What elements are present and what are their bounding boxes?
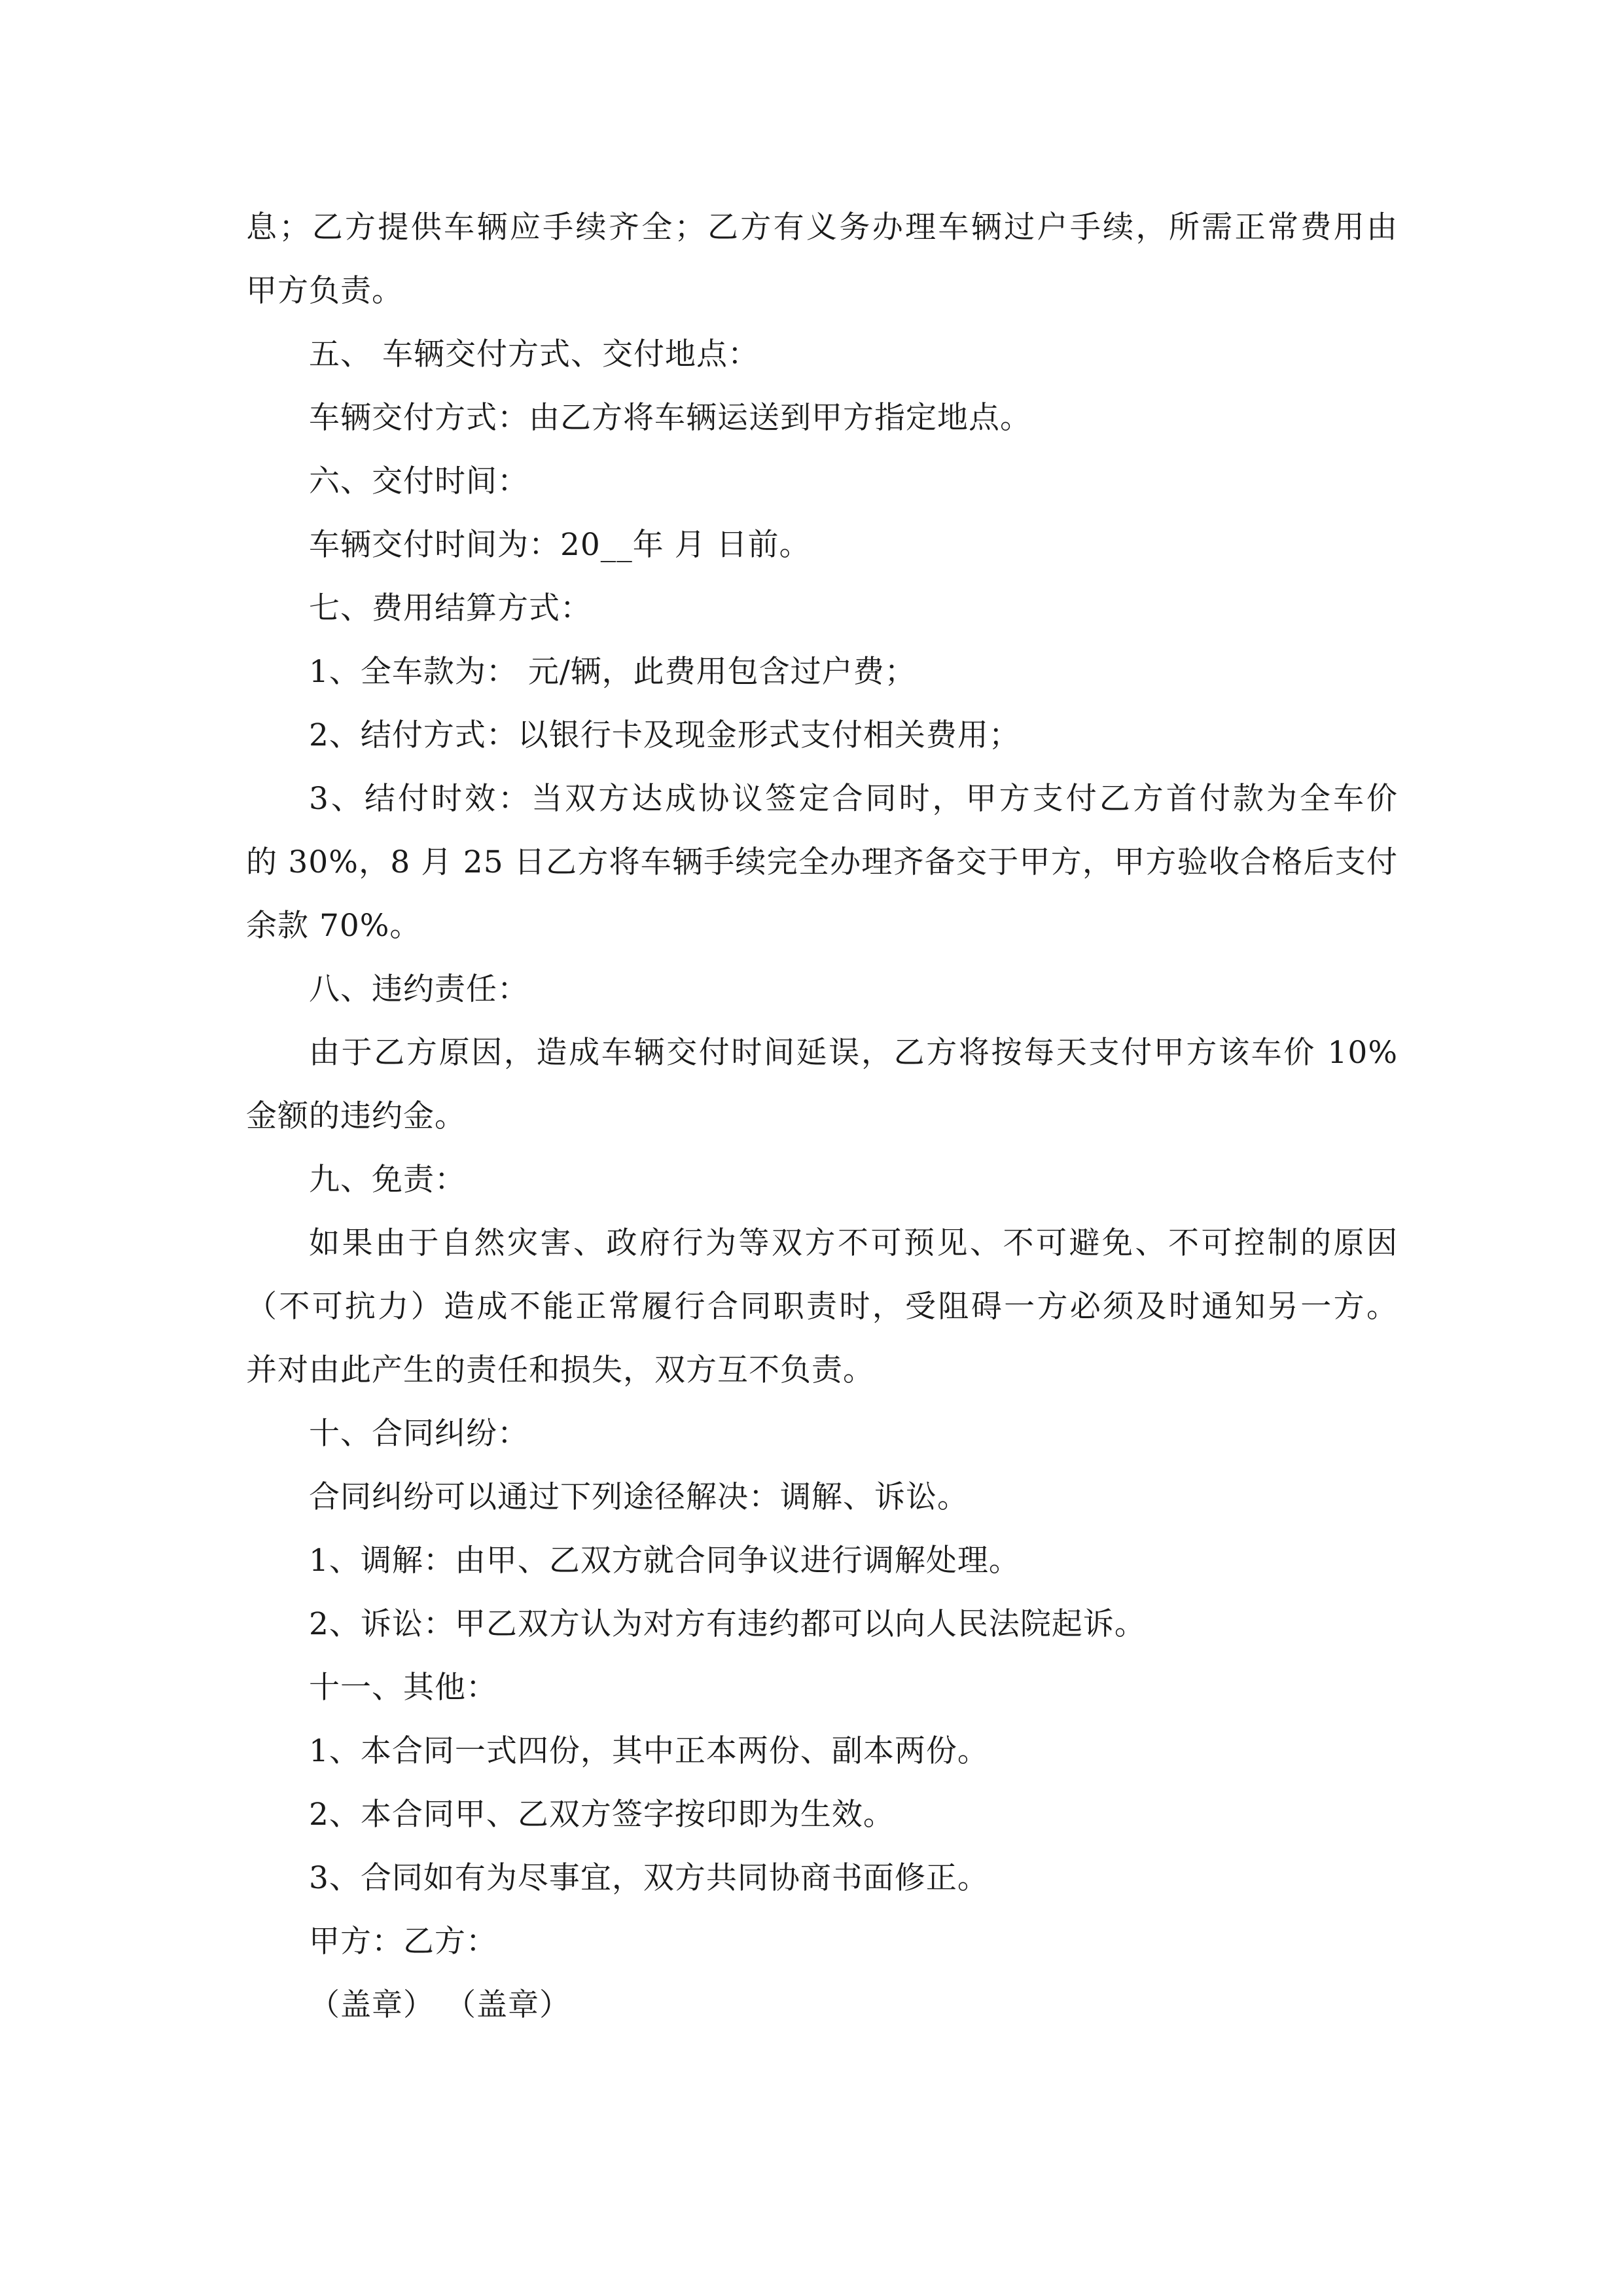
paragraph-line: 息；乙方提供车辆应手续齐全；乙方有义务办理车辆过户手续，所需正常费用由 [246, 209, 1398, 245]
paragraph-line: 的 30%，8 月 25 日乙方将车辆手续完全办理齐备交于甲方，甲方验收合格后支付 [246, 844, 1398, 880]
paragraph-line: 金额的违约金。 [246, 1098, 466, 1134]
paragraph-line: 由于乙方原因，造成车辆交付时间延误，乙方将按每天支付甲方该车价 10% [309, 1035, 1398, 1071]
list-item: 2、结付方式：以银行卡及现金形式支付相关费用； [309, 717, 1020, 753]
paragraph-line: 并对由此产生的责任和损失，双方互不负责。 [246, 1352, 874, 1388]
section-heading: 六、交付时间： [309, 463, 529, 499]
paragraph-line: （不可抗力）造成不能正常履行合同职责时，受阻碍一方必须及时通知另一方。 [246, 1289, 1398, 1325]
list-item: 1、全车款为： 元/辆，此费用包含过户费； [309, 654, 916, 690]
paragraph-line: 车辆交付时间为：20__年 月 日前。 [309, 527, 811, 563]
paragraph-line: 余款 70%。 [246, 908, 421, 944]
paragraph-line: 车辆交付方式：由乙方将车辆运送到甲方指定地点。 [309, 400, 1031, 436]
seal-placeholders: （盖章） （盖章） [309, 1987, 571, 2023]
list-item: 1、调解：由甲、乙双方就合同争议进行调解处理。 [309, 1543, 1020, 1579]
paragraph-line: 合同纠纷可以通过下列途径解决：调解、诉讼。 [309, 1479, 969, 1515]
signature-parties: 甲方：乙方： [309, 1924, 497, 1960]
paragraph-line: 如果由于自然灾害、政府行为等双方不可预见、不可避免、不可控制的原因 [309, 1225, 1398, 1261]
section-heading: 五、 车辆交付方式、交付地点： [309, 336, 759, 372]
list-item: 3、合同如有为尽事宜，双方共同协商书面修正。 [309, 1860, 989, 1896]
section-heading: 七、费用结算方式： [309, 590, 592, 626]
list-item: 2、本合同甲、乙双方签字按印即为生效。 [309, 1797, 895, 1833]
section-heading: 十、合同纠纷： [309, 1416, 529, 1452]
section-heading: 八、违约责任： [309, 971, 529, 1007]
section-heading: 九、免责： [309, 1162, 466, 1198]
list-item: 1、本合同一式四份，其中正本两份、副本两份。 [309, 1733, 989, 1769]
list-item: 2、诉讼：甲乙双方认为对方有违约都可以向人民法院起诉。 [309, 1606, 1146, 1642]
paragraph-line: 甲方负责。 [246, 273, 403, 309]
section-heading: 十一、其他： [309, 1670, 497, 1706]
list-item: 3、结付时效：当双方达成协议签定合同时，甲方支付乙方首付款为全车价 [309, 781, 1398, 817]
